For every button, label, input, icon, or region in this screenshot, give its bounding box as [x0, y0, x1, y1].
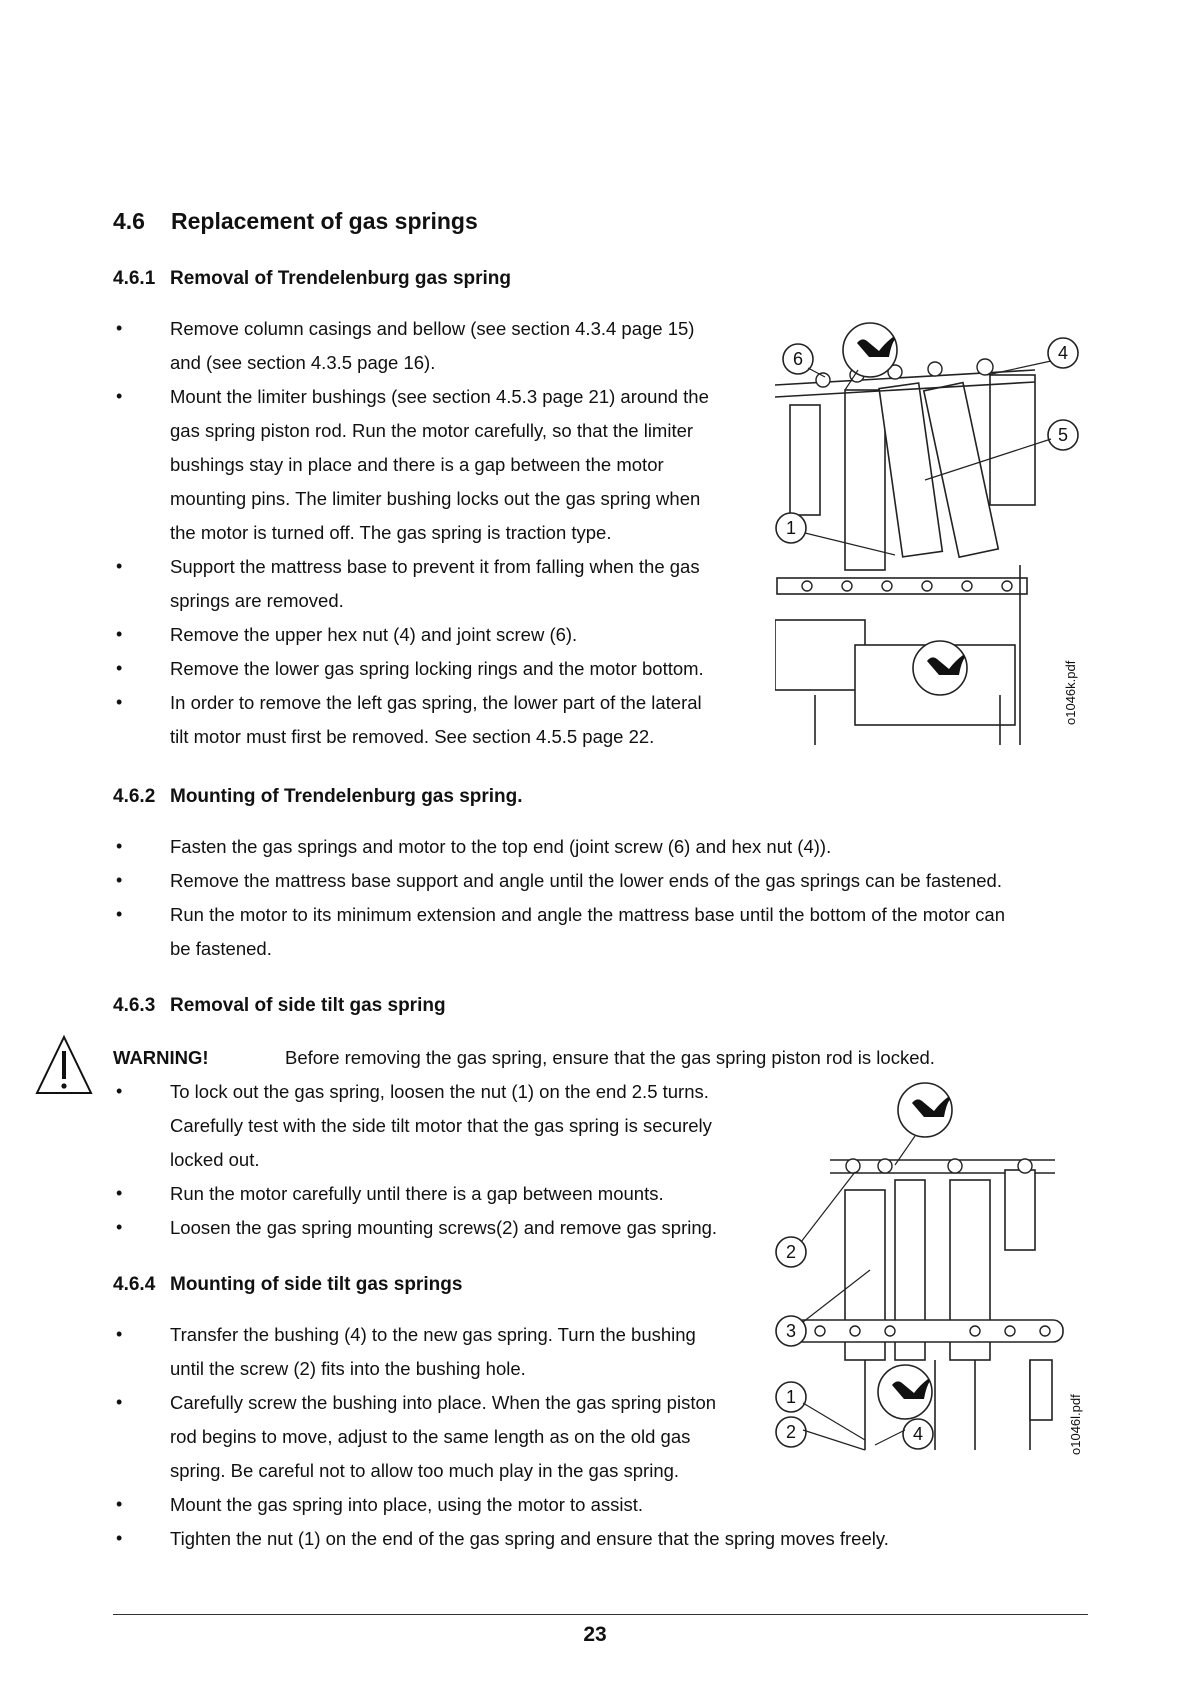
callout-3: 3 — [785, 1321, 797, 1341]
text-line: Transfer the bushing (4) to the new gas spring. Turn the bushing — [170, 1324, 696, 1345]
text-line: gas spring piston rod. Run the motor carefully, so that the limiter — [170, 420, 694, 441]
text-line: Run the motor carefully until there is a gap between mounts. — [170, 1183, 664, 1204]
bullet: • — [116, 836, 123, 856]
page-number: 23 — [583, 1623, 607, 1646]
text-line: be fastened. — [170, 938, 272, 959]
bullet: • — [116, 1494, 123, 1514]
bullet: • — [116, 1324, 123, 1344]
bullet: • — [116, 386, 123, 406]
subsection-title: Removal of Trendelenburg gas spring — [170, 268, 512, 289]
figure-trendelenburg-gas-spring — [775, 315, 1095, 755]
text-line: Run the motor to its minimum extension and angle the mattress base until the bottom of the motor can — [170, 904, 1005, 925]
bullet: • — [116, 1392, 123, 1412]
subsection-title: Removal of side tilt gas spring — [170, 995, 446, 1016]
bullet: • — [116, 556, 123, 576]
section-heading — [113, 208, 478, 235]
callout-2: 2 — [785, 1422, 797, 1442]
bullet: • — [116, 1217, 123, 1237]
subsection-number: 4.6.4 — [113, 1274, 156, 1295]
text-line: bushings stay in place and there is a gap between the motor — [170, 454, 664, 475]
callout-6: 6 — [792, 349, 804, 369]
text-line: Remove the upper hex nut (4) and joint screw (6). — [170, 624, 578, 645]
section-number: 4.6 — [113, 208, 145, 234]
text-line: In order to remove the left gas spring, the lower part of the lateral — [170, 692, 702, 713]
bullet: • — [116, 318, 123, 338]
callout-1: 1 — [785, 518, 797, 538]
text-line: Carefully test with the side tilt motor that the gas spring is securely — [170, 1115, 712, 1136]
section-title: Replacement of gas springs — [171, 208, 478, 234]
subsection-heading-4-6-1 — [113, 268, 511, 290]
text-line: Remove column casings and bellow (see section 4.3.4 page 15) — [170, 318, 695, 339]
text-line: the motor is turned off. The gas spring is traction type. — [170, 522, 612, 543]
subsection-number: 4.6.2 — [113, 786, 156, 807]
text-line: locked out. — [170, 1149, 260, 1170]
text-line: Mount the limiter bushings (see section 4.5.3 page 21) around the — [170, 386, 709, 407]
bullet: • — [116, 1528, 123, 1548]
footer-divider — [113, 1614, 1088, 1615]
text-line: Fasten the gas springs and motor to the top end (joint screw (6) and hex nut (4)). — [170, 836, 832, 857]
text-line: tilt motor must first be removed. See section 4.5.5 page 22. — [170, 726, 655, 747]
callout-5: 5 — [1057, 425, 1069, 445]
warning-triangle-icon — [33, 1033, 95, 1097]
text-line: spring. Be careful not to allow too much play in the gas spring. — [170, 1460, 680, 1481]
text-line: springs are removed. — [170, 590, 344, 611]
subsection-title: Mounting of side tilt gas springs — [170, 1274, 463, 1295]
text-line: rod begins to move, adjust to the same length as on the old gas — [170, 1426, 691, 1447]
bullet: • — [116, 1183, 123, 1203]
bullet: • — [116, 658, 123, 678]
text-line: Support the mattress base to prevent it from falling when the gas — [170, 556, 700, 577]
text-line: Carefully screw the bushing into place. When the gas spring piston — [170, 1392, 717, 1413]
warning-label: WARNING! — [113, 1047, 209, 1068]
text-line: To lock out the gas spring, loosen the nut (1) on the end 2.5 turns. — [170, 1081, 709, 1102]
callout-4: 4 — [912, 1424, 924, 1444]
subsection-title: Mounting of Trendelenburg gas spring. — [170, 786, 523, 807]
subsection-number: 4.6.1 — [113, 268, 156, 289]
bullet: • — [116, 624, 123, 644]
subsection-heading-4-6-4 — [113, 1274, 462, 1296]
subsection-heading-4-6-2 — [113, 786, 523, 808]
callout-4: 4 — [1057, 343, 1069, 363]
figure-caption: o1046l.pdf — [1068, 1394, 1083, 1455]
bullet: • — [116, 692, 123, 712]
bullet: • — [116, 870, 123, 890]
figure-caption: o1046k.pdf — [1063, 660, 1078, 725]
callout-2: 2 — [785, 1242, 797, 1262]
subsection-heading-4-6-3 — [113, 995, 446, 1017]
text-line: Mount the gas spring into place, using the motor to assist. — [170, 1494, 644, 1515]
text-line: Loosen the gas spring mounting screws(2) and remove gas spring. — [170, 1217, 718, 1238]
text-line: Remove the mattress base support and angle until the lower ends of the gas springs can be fastened. — [170, 870, 1002, 891]
bullet: • — [116, 904, 123, 924]
text-line: until the screw (2) fits into the bushing hole. — [170, 1358, 526, 1379]
text-line: mounting pins. The limiter bushing locks out the gas spring when — [170, 488, 701, 509]
text-line: Tighten the nut (1) on the end of the gas spring and ensure that the spring moves freely. — [170, 1528, 889, 1549]
figure-side-tilt-gas-spring — [775, 1070, 1095, 1470]
subsection-number: 4.6.3 — [113, 995, 156, 1016]
warning-text: Before removing the gas spring, ensure that the gas spring piston rod is locked. — [285, 1047, 935, 1068]
text-line: and (see section 4.3.5 page 16). — [170, 352, 436, 373]
text-line: Remove the lower gas spring locking rings and the motor bottom. — [170, 658, 704, 679]
bullet: • — [116, 1081, 123, 1101]
callout-1: 1 — [785, 1387, 797, 1407]
